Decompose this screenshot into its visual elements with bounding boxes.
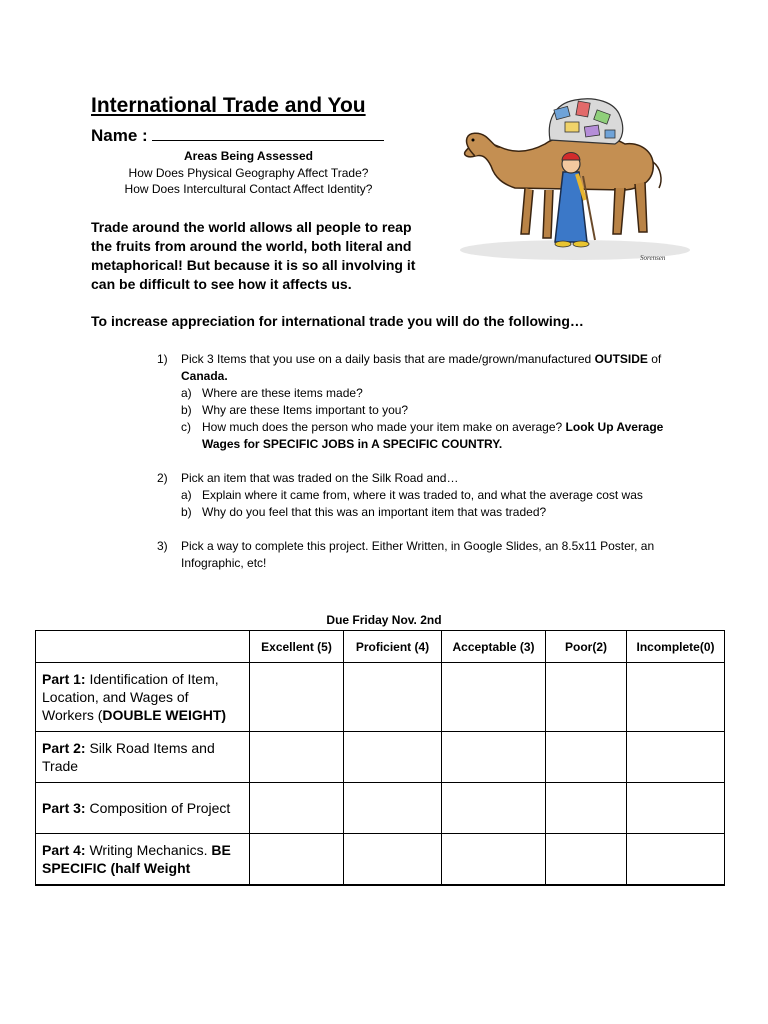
- score-cell[interactable]: [344, 732, 442, 783]
- score-cell[interactable]: [344, 663, 442, 732]
- rubric-criterion: [36, 663, 250, 732]
- subtask-text: How much does the person who made your item make on average?: [202, 420, 566, 434]
- task-text: Pick a way to complete this project. Either Written, in Google Slides, an 8.5x11 Poster, an Infographic, etc!: [181, 539, 655, 570]
- subtask-item: [157, 419, 697, 453]
- task-text: Pick 3 Items that you use on a daily basis that are made/grown/manufactured: [181, 352, 595, 366]
- rubric-header-cell: Acceptable (3): [442, 631, 546, 663]
- score-cell[interactable]: [250, 834, 344, 886]
- score-cell[interactable]: [442, 834, 546, 886]
- areas-heading: Areas Being Assessed: [184, 149, 313, 163]
- subtask-letter: a): [181, 386, 192, 400]
- camel-trader-illustration: [455, 92, 695, 270]
- rubric-criterion: [36, 783, 250, 834]
- rubric-row: [36, 783, 725, 834]
- due-date: Due Friday Nov. 2nd: [326, 613, 442, 627]
- score-cell[interactable]: [546, 834, 627, 886]
- score-cell[interactable]: [250, 663, 344, 732]
- task-item-3: [157, 538, 697, 572]
- subtask-letter: b): [181, 505, 192, 519]
- criterion-part: Part 4:: [42, 842, 86, 858]
- rubric-criterion: [36, 834, 250, 886]
- subtask-text: Explain where it came from, where it was traded to, and what the average cost was: [202, 488, 643, 502]
- criterion-bold: DOUBLE WEIGHT): [102, 707, 227, 723]
- name-label: Name :: [91, 126, 148, 145]
- intro-paragraph: Trade around the world allows all people to reap the fruits from around the world, both literal and metaphorical! But because it is so all involving it can be difficult to see how it affects us.: [91, 219, 416, 292]
- task-item-2: [157, 470, 697, 487]
- task-list: [157, 351, 697, 572]
- score-cell[interactable]: [344, 834, 442, 886]
- subtask-text: Why are these Items important to you?: [202, 403, 409, 417]
- score-cell[interactable]: [627, 732, 725, 783]
- score-cell[interactable]: [627, 783, 725, 834]
- criterion-part: Part 1:: [42, 671, 86, 687]
- areas-line: How Does Intercultural Contact Affect Identity?: [124, 182, 373, 196]
- task-item-1: [157, 351, 697, 385]
- name-blank[interactable]: [152, 124, 384, 141]
- subtask-item: [157, 402, 697, 419]
- score-cell[interactable]: [627, 834, 725, 886]
- criterion-text: Silk Road Items and Trade: [42, 740, 215, 774]
- criterion-text: Composition of Project: [85, 800, 231, 816]
- score-cell[interactable]: [546, 783, 627, 834]
- score-cell[interactable]: [442, 732, 546, 783]
- task-number: 1): [157, 352, 168, 366]
- task-text-bold: OUTSIDE: [594, 352, 648, 366]
- page-title: International Trade and You: [91, 94, 366, 117]
- rubric-row: [36, 663, 725, 732]
- rubric-header-cell: Poor(2): [546, 631, 627, 663]
- subtask-item: [157, 385, 697, 402]
- score-cell[interactable]: [546, 732, 627, 783]
- instructions-heading: To increase appreciation for international trade you will do the following…: [91, 313, 584, 329]
- rubric-table: [35, 630, 725, 886]
- criterion-part: Part 2:: [42, 740, 86, 756]
- subtask-letter: b): [181, 403, 192, 417]
- rubric-header-row: [36, 631, 725, 663]
- subtask-letter: c): [181, 420, 191, 434]
- rubric-criterion: [36, 732, 250, 783]
- areas-line: How Does Physical Geography Affect Trade?: [128, 165, 369, 180]
- score-cell[interactable]: [442, 783, 546, 834]
- subtask-item: [157, 487, 697, 504]
- task-number: 2): [157, 471, 168, 485]
- task-text: Pick an item that was traded on the Silk Road and…: [181, 471, 459, 485]
- score-cell[interactable]: [627, 663, 725, 732]
- subtask-item: [157, 504, 697, 521]
- subtask-letter: a): [181, 488, 192, 502]
- score-cell[interactable]: [546, 663, 627, 732]
- task-text-bold: Canada.: [181, 369, 228, 383]
- criterion-text: Writing Mechanics.: [85, 842, 212, 858]
- subtask-text: Why do you feel that this was an important item that was traded?: [202, 505, 547, 519]
- task-text: of: [647, 352, 662, 366]
- rubric-header-cell: [36, 631, 250, 663]
- name-field[interactable]: [91, 124, 384, 146]
- subtask-text-bold: Look Up Average Wages for SPECIFIC JOBS in A SPECIFIC COUNTRY.: [202, 420, 664, 451]
- subtask-text: Where are these items made?: [202, 386, 363, 400]
- rubric-header-cell: Proficient (4): [344, 631, 442, 663]
- areas-assessed: [91, 148, 406, 198]
- score-cell[interactable]: [250, 732, 344, 783]
- rubric-row: [36, 732, 725, 783]
- score-cell[interactable]: [344, 783, 442, 834]
- task-number: 3): [157, 539, 168, 553]
- score-cell[interactable]: [442, 663, 546, 732]
- criterion-bold: BE SPECIFIC (half Weight: [42, 842, 231, 876]
- cargo-icon: [549, 99, 622, 144]
- artist-signature: Sorensen: [640, 254, 666, 262]
- criterion-part: Part 3:: [42, 800, 86, 816]
- rubric-header-cell: Incomplete(0): [627, 631, 725, 663]
- criterion-text: Identification of Item, Location, and Wages of Workers (: [42, 671, 219, 723]
- rubric-header-cell: Excellent (5): [250, 631, 344, 663]
- score-cell[interactable]: [250, 783, 344, 834]
- rubric-row: [36, 834, 725, 886]
